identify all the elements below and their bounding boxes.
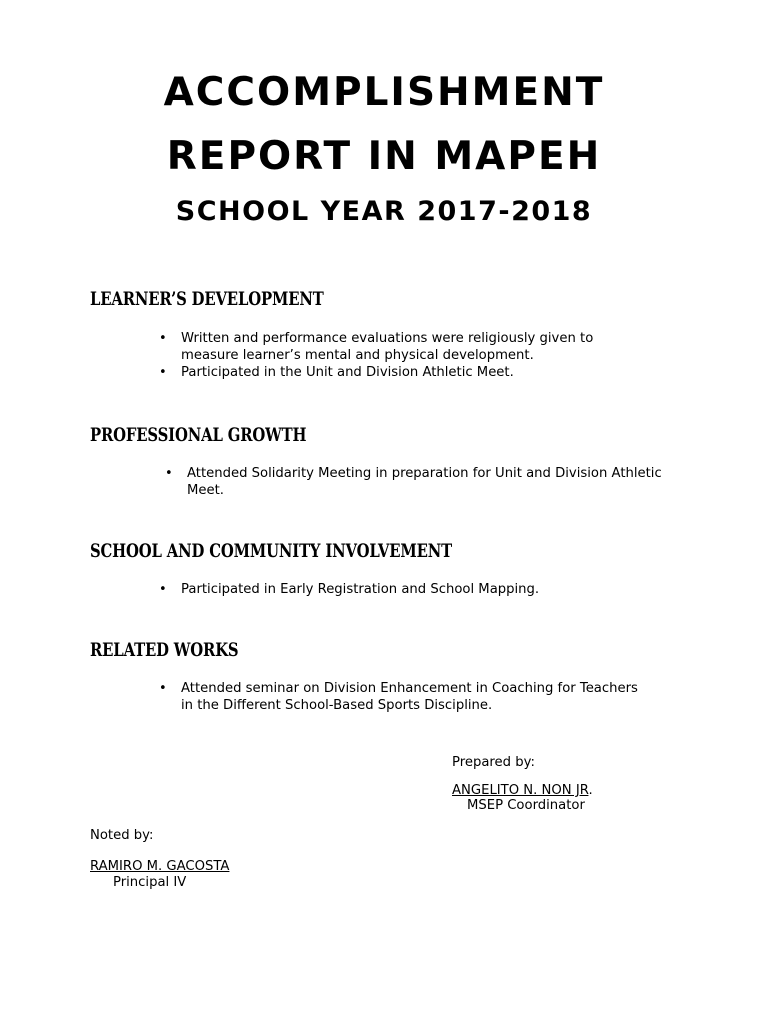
- preparer-name-line: [452, 783, 593, 798]
- list-item-text: Attended seminar on Division Enhancement in Coaching for Teachers in the Different School-Based Sports Discipline.: [181, 681, 638, 713]
- preparer-name-suffix: .: [588, 783, 593, 798]
- noted-by-label: Noted by:: [90, 828, 154, 843]
- section-heading-professional-growth: PROFESSIONAL GROWTH: [90, 424, 307, 446]
- list-item: [159, 680, 641, 714]
- section-heading-related-works: RELATED WORKS: [90, 639, 239, 661]
- bullet-icon: •: [159, 365, 167, 380]
- section-heading-school-community: SCHOOL AND COMMUNITY INVOLVEMENT: [90, 540, 453, 562]
- list-item-text: Participated in Early Registration and School Mapping.: [181, 582, 540, 597]
- list-item: [165, 465, 662, 499]
- report-title-line-2: REPORT IN MAPEH: [166, 134, 602, 179]
- list-item: [159, 330, 651, 364]
- related-works-list: [159, 680, 641, 714]
- list-item: [159, 581, 651, 598]
- preparer-name: ANGELITO N. NON JR: [452, 783, 589, 798]
- section-heading-learners-development: LEARNER’S DEVELOPMENT: [90, 288, 324, 310]
- preparer-position: MSEP Coordinator: [467, 798, 585, 813]
- noter-name: RAMIRO M. GACOSTA: [90, 859, 230, 874]
- learners-development-list: [159, 330, 651, 381]
- bullet-icon: •: [159, 681, 167, 696]
- school-community-list: [159, 581, 651, 598]
- school-year-title: SCHOOL YEAR 2017-2018: [175, 196, 593, 227]
- bullet-icon: •: [159, 582, 167, 597]
- bullet-icon: •: [165, 466, 173, 481]
- report-title-line-1: ACCOMPLISHMENT: [163, 70, 605, 115]
- professional-growth-list: [165, 465, 662, 499]
- list-item: [159, 364, 651, 381]
- list-item-text: Attended Solidarity Meeting in preparation for Unit and Division Athletic Meet.: [187, 466, 662, 498]
- list-item-text: Written and performance evaluations were religiously given to measure learner’s mental and physical development.: [181, 331, 594, 363]
- list-item-text: Participated in the Unit and Division Athletic Meet.: [181, 365, 514, 380]
- bullet-icon: •: [159, 331, 167, 346]
- noter-position: Principal IV: [113, 875, 187, 890]
- prepared-by-label: Prepared by:: [452, 755, 535, 770]
